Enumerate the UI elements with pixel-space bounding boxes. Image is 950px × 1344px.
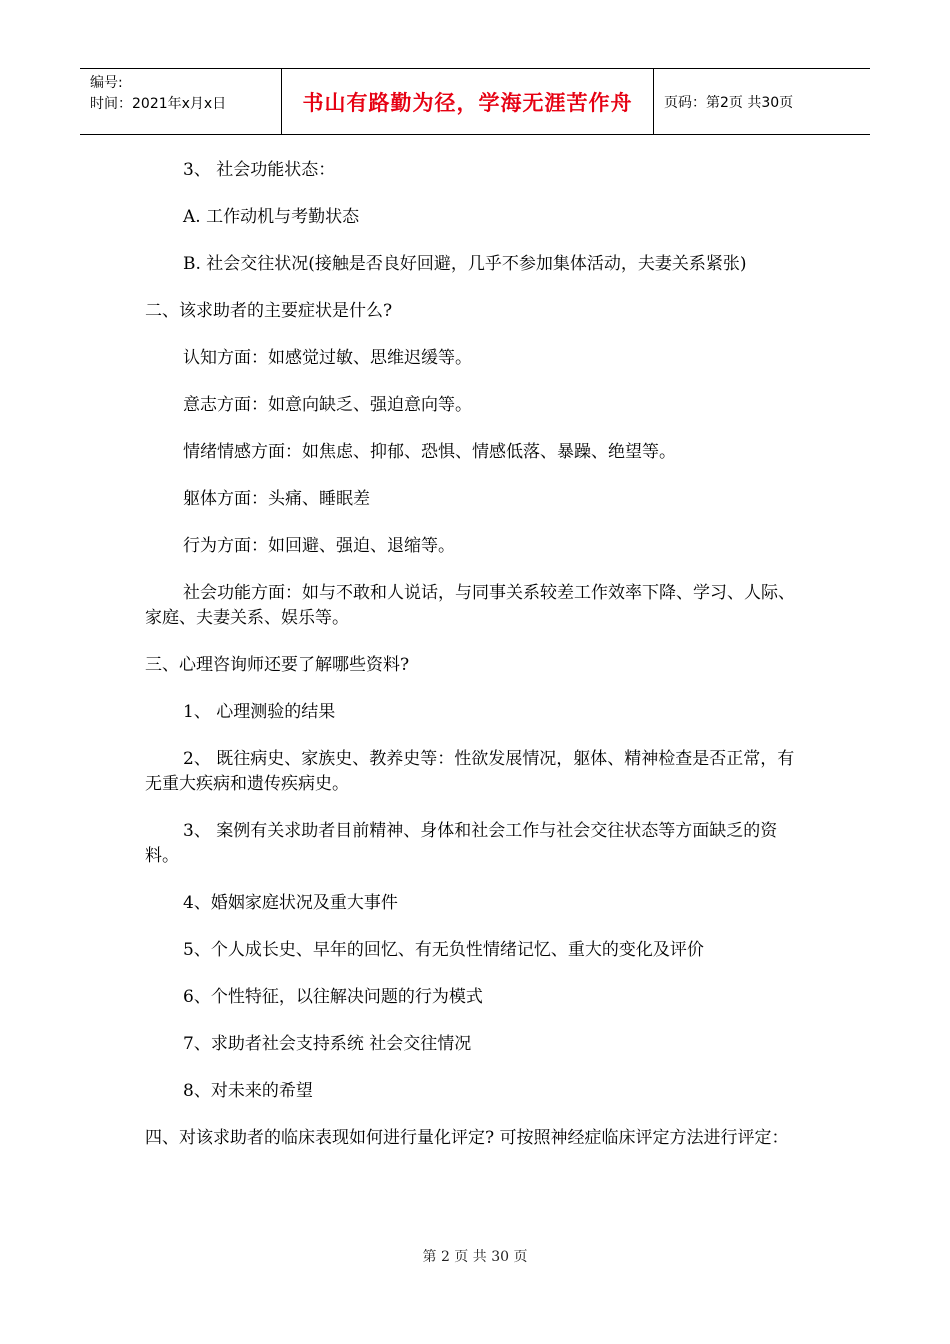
section-heading-3: 三、心理咨询师还要了解哪些资料? (145, 655, 410, 675)
page-info-text: 页码：第2页 共30页 (664, 94, 794, 111)
paragraph-social-function-heading: 3、 社会功能状态： (183, 160, 336, 180)
motto-text: 书山有路勤为径，学海无涯苦作舟 (302, 89, 633, 115)
paragraph-item-a: A. 工作动机与考勤状态 (183, 207, 360, 227)
paragraph-will: 意志方面：如意向缺乏、强迫意向等。 (183, 395, 472, 415)
time-label: 时间：2021年x月x日 (90, 96, 227, 112)
paragraph-social: 社会功能方面：如与不敢和人说话，与同事关系较差工作效率下降、学习、人际、家庭、夫妻关系、娱乐等。 (145, 583, 795, 628)
list-item-6: 6、个性特征，以往解决问题的行为模式 (183, 987, 483, 1007)
footer-page-number: 第 2 页 共 30 页 (422, 1249, 528, 1265)
section-heading-4: 四、对该求助者的临床表现如何进行量化评定? 可按照神经症临床评定方法进行评定： (145, 1128, 789, 1148)
list-item-8: 8、对未来的希望 (183, 1081, 313, 1101)
list-item-4: 4、婚姻家庭状况及重大事件 (183, 893, 398, 913)
page-footer (0, 1246, 950, 1266)
paragraph-behavior: 行为方面：如回避、强迫、退缩等。 (183, 536, 455, 556)
list-item-2: 2、 既往病史、家族史、教养史等：性欲发展情况，躯体、精神检查是否正常，有无重大疾病和遗传疾病史。 (145, 749, 795, 794)
paragraph-emotion: 情绪情感方面：如焦虑、抑郁、恐惧、情感低落、暴躁、绝望等。 (183, 442, 676, 462)
header-info-cell (80, 69, 282, 134)
motto-cell (282, 69, 654, 134)
list-item-3: 3、 案例有关求助者目前精神、身体和社会工作与社会交往状态等方面缺乏的资料。 (145, 821, 778, 866)
section-heading-2: 二、该求助者的主要症状是什么? (145, 301, 393, 321)
list-item-1: 1、 心理测验的结果 (183, 702, 336, 722)
list-item-7: 7、求助者社会支持系统 社会交往情况 (183, 1034, 472, 1054)
document-body (145, 158, 810, 1173)
page-header (80, 68, 870, 135)
paragraph-item-b: B. 社会交往状况(接触是否良好回避，几乎不参加集体活动，夫妻关系紧张) (183, 254, 747, 274)
paragraph-cognition: 认知方面：如感觉过敏、思维迟缓等。 (183, 348, 472, 368)
number-label: 编号: (90, 75, 123, 91)
paragraph-body: 躯体方面：头痛、睡眠差 (183, 489, 370, 509)
page-info-cell (654, 69, 870, 134)
list-item-5: 5、个人成长史、早年的回忆、有无负性情绪记忆、重大的变化及评价 (183, 940, 704, 960)
